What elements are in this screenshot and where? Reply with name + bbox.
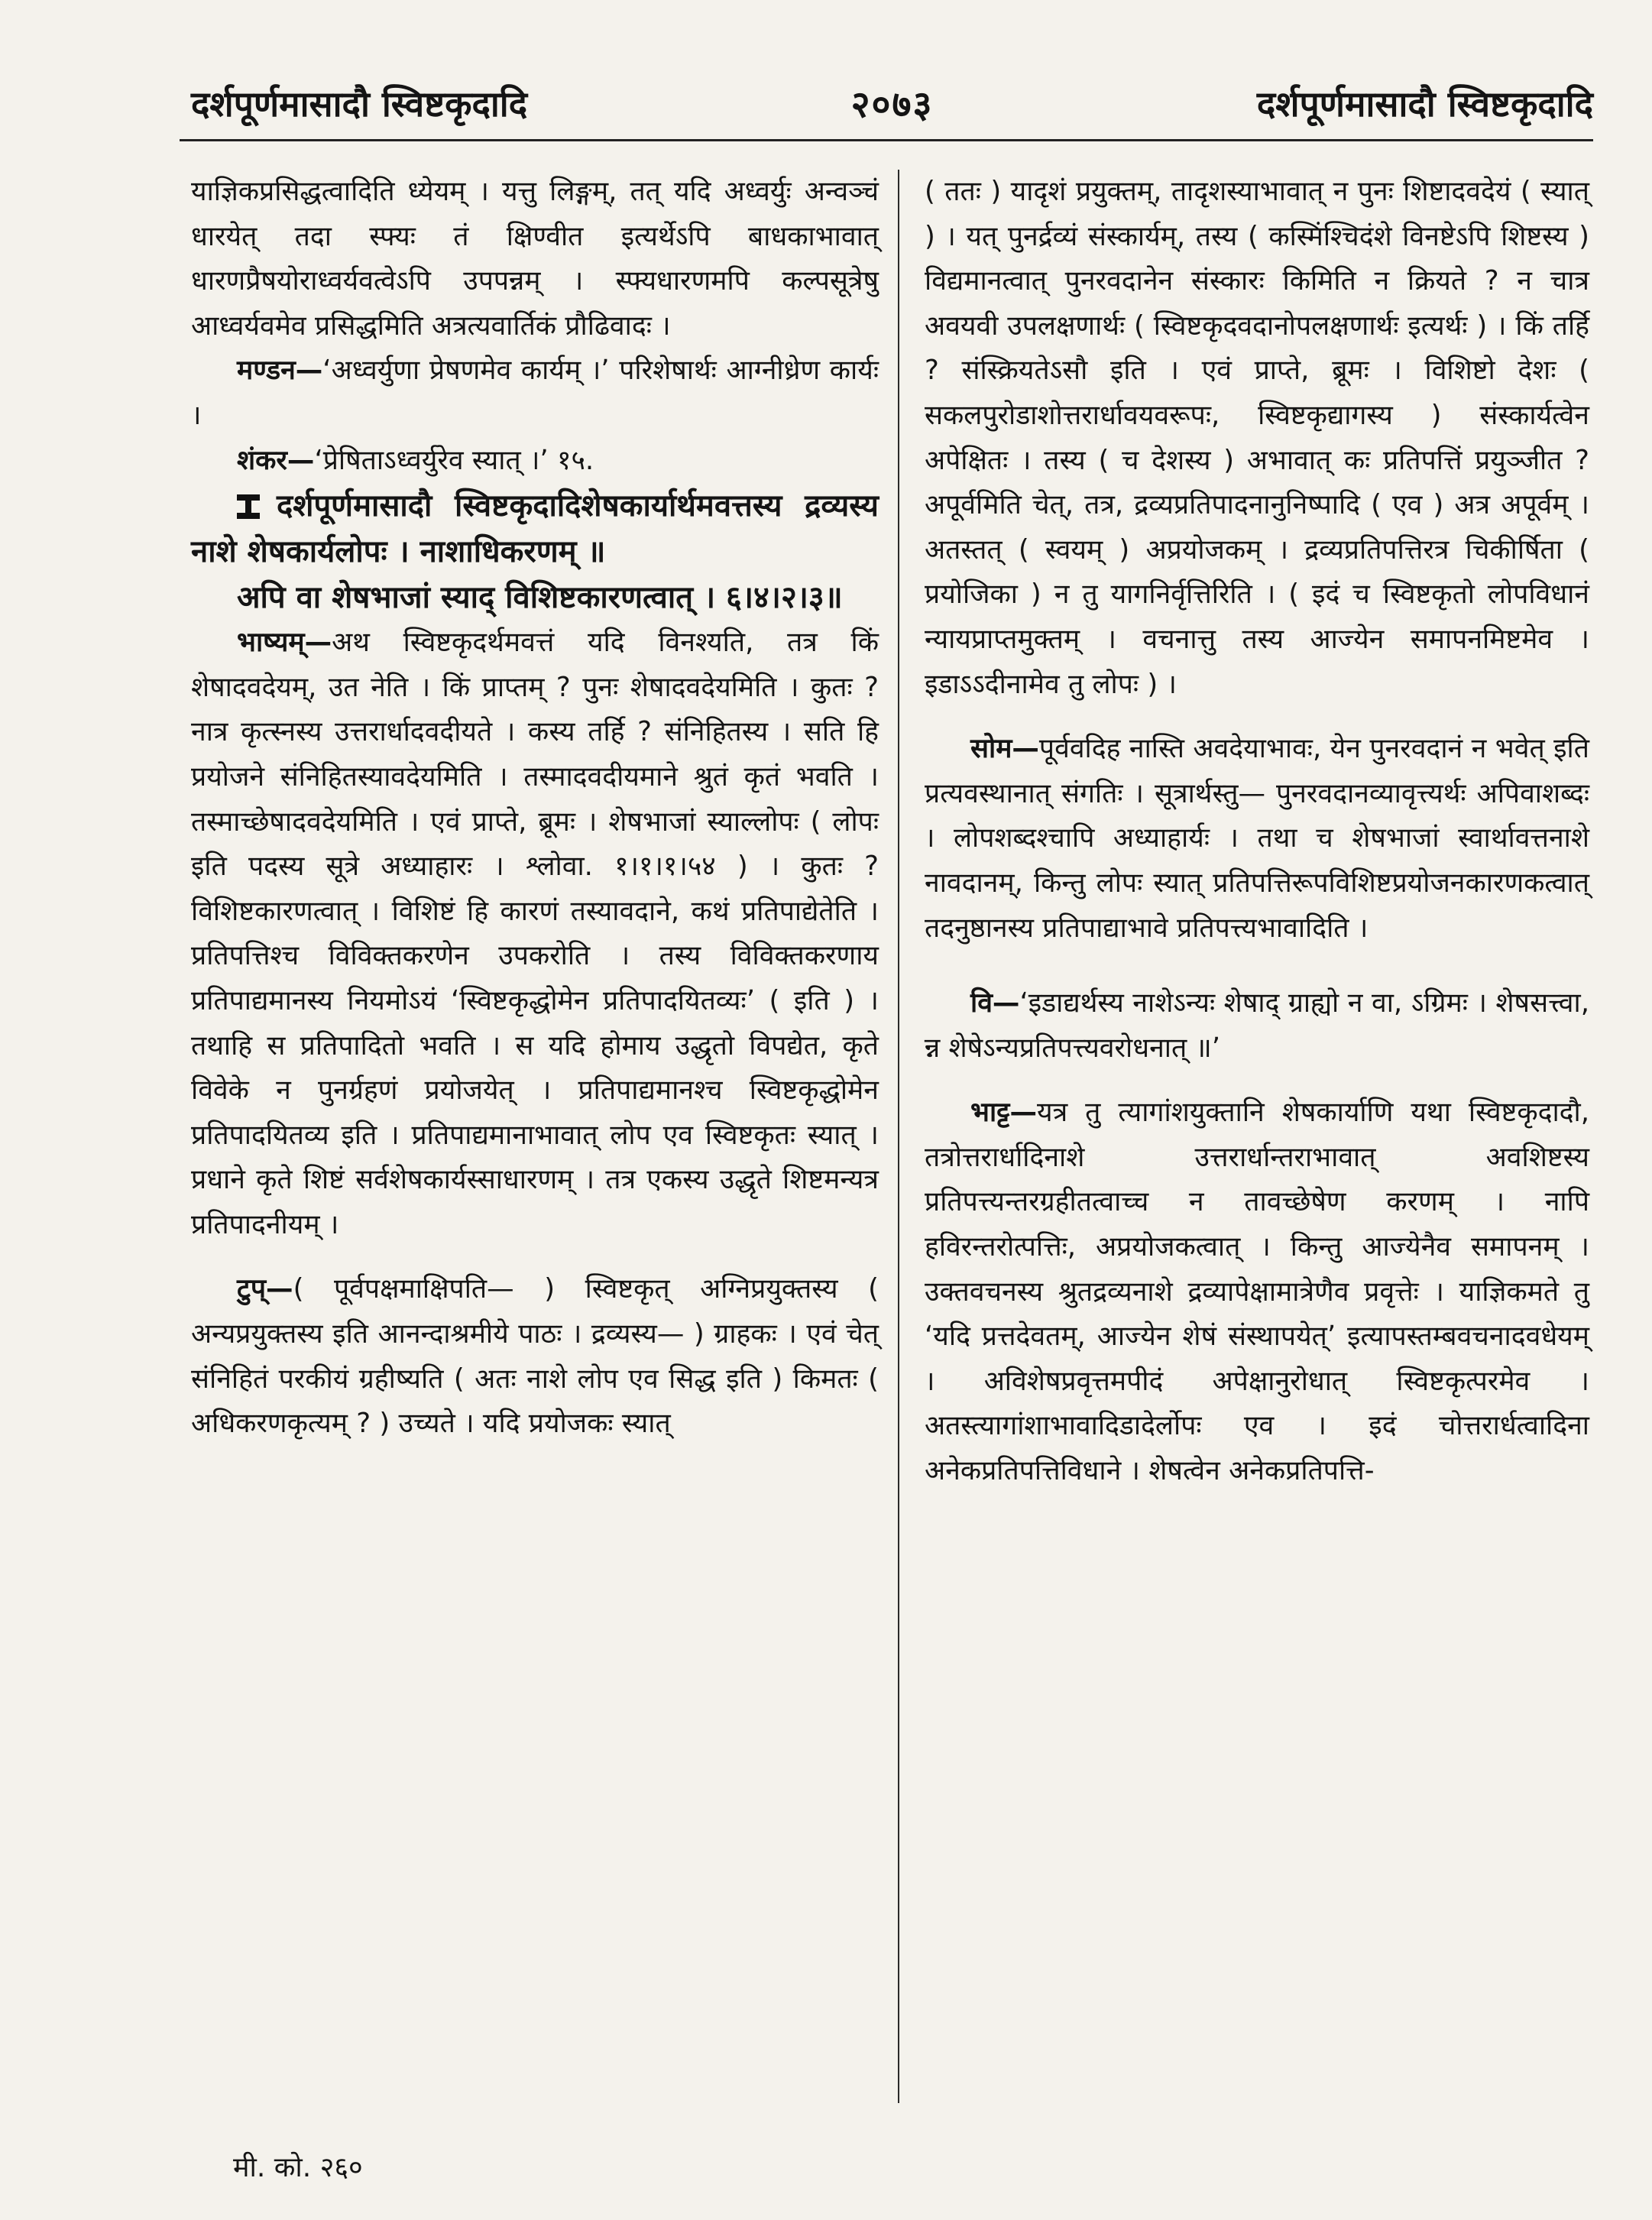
adhikarana-heading [191, 483, 879, 575]
page-number: २०७३ [850, 83, 934, 126]
header-left-title: दर्शपूर्णमासादौ स्विष्टकृदादि [191, 83, 528, 125]
left-column [191, 170, 879, 1447]
page-header [191, 73, 1593, 134]
mandana-label: मण्डन— [237, 355, 323, 387]
commentary-bhatta [925, 1091, 1589, 1493]
bhatta-text: यत्र तु त्यागांशयुक्तानि शेषकार्याणि यथा स्विष्टकृदादौ, तत्रोत्तरार्धादिनाशे उत्तरार्धान्तराभावात् अवशिष्टस्य प्रतिपत्त्यन्तरग्रहीतत्वाच्च न तावच्छेषेण करणम् । नापि हविरन्तरोत्पत्तिः, अप्रयोजकत्वात् । किन्तु आज्येनैव समापनम् । उक्तवचनस्य श्रुतद्रव्यनाशे द्रव्यापेक्षामात्रेणैव प्रवृत्तेः । याज्ञिकमते तु ‘यदि प्रत्तदेवतम्, आज्येन शेषं संस्थापयेत्’ इत्यापस्तम्बवचनादवधेयम् । अविशेषप्रवृत्तमपीदं अपेक्षानुरोधात् स्विष्टकृत्परमेव । अतस्त्यागांशाभावादिडादेर्लोपः एव । इदं चोत्तरार्धत्वादिना अनेकप्रतिपत्तिविधाने । शेषत्वेन अनेकप्रतिपत्ति- [925, 1097, 1589, 1487]
adhikarana-text: दर्शपूर्णमासादौ स्विष्टकृदादिशेषकार्यार्थमवत्तस्य द्रव्यस्य नाशे शेषकार्यलोपः । नाशाधिकरणम् ॥ [191, 488, 879, 570]
commentary-tup [191, 1267, 879, 1446]
section-marker-icon [237, 494, 260, 519]
vi-text: ‘इडाद्यर्थस्य नाशेऽन्यः शेषाद् ग्राह्यो न वा, ऽग्रिमः । शेषसत्त्वा, न्न शेषेऽन्यप्रतिपत्त्यवरोधनात् ॥’ [925, 987, 1589, 1064]
paragraph-intro: याज्ञिकप्रसिद्धत्वादिति ध्येयम् । यत्तु लिङ्गम्, तत् यदि अध्वर्युः अन्वञ्चं धारयेत् तदा स्फ्यः तं क्षिण्वीत इत्यर्थेऽपि बाधकाभावात् धारणप्रैषयोराध्वर्यवत्वेऽपि उपपन्नम् । स्फ्यधारणमपि कल्पसूत्रेषु आध्वर्यवमेव प्रसिद्धमिति अत्रत्यवार्तिकं प्रौढिवादः । [191, 176, 879, 342]
paragraph-continuation: ( ततः ) यादृशं प्रयुक्तम्, तादृशस्याभावात् न पुनः शिष्टादवदेयं ( स्यात् ) । यत् पुनर्द्रव्यं संस्कार्यम्, तस्य ( कस्मिंश्चिदंशे विनष्टेऽपि शिष्टस्य ) विद्यमानत्वात् पुनरवदानेन संस्कारः किमिति न क्रियते ? न चात्र अवयवी उपलक्षणार्थः ( स्विष्टकृदवदानोपलक्षणार्थः इत्यर्थः ) । किं तर्हि ? संस्क्रियतेऽसौ इति । एवं प्राप्ते, ब्रूमः । विशिष्टो देशः ( सकलपुरोडाशोत्तरार्धावयवरूपः, स्विष्टकृद्यागस्य ) संस्कार्यत्वेन अपेक्षितः । तस्य ( च देशस्य ) अभावात् कः प्रतिपत्तिं प्रयुञ्जीत ? अपूर्वमिति चेत्, तत्र, द्रव्यप्रतिपादनानुनिष्पादि ( एव ) अत्र अपूर्वम् । अतस्तत् ( स्वयम् ) अप्रयोजकम् । द्रव्यप्रतिपत्तिरत्र चिकीर्षिता ( प्रयोजिका ) न तु यागनिर्वृत्तिरिति । ( इदं च स्विष्टकृतो लोपविधानं न्यायप्राप्तमुक्तम् । वचनात्तु तस्य आज्येन समापनमिष्टमेव । इडाऽऽदीनामेव तु लोपः ) । [925, 176, 1589, 700]
commentary-soma [925, 727, 1589, 951]
tup-text: ( पूर्वपक्षमाक्षिपति— ) स्विष्टकृत् अग्निप्रयुक्तस्य ( अन्यप्रयुक्तस्य इति आनन्दाश्रमीये पाठः । द्रव्यस्य— ) ग्राहकः । एवं चेत् संनिहितं परकीयं ग्रहीष्यति ( अतः नाशे लोप एव सिद्ध इति ) किमतः ( अधिकरणकृत्यम् ? ) उच्यते । यदि प्रयोजकः स्यात् [191, 1273, 879, 1440]
shankara-text: ‘प्रेषिताऽध्वर्युरेव स्यात् ।’ १५. [314, 444, 594, 476]
commentary-mandana [191, 348, 879, 438]
footer-signature: मी. को. २६० [233, 2152, 363, 2183]
bhatta-label: भाट्ट— [970, 1097, 1038, 1129]
commentary-shankara [191, 439, 879, 484]
shankara-label: शंकर— [237, 444, 315, 476]
soma-label: सोम— [970, 733, 1039, 765]
commentary-vi [925, 981, 1589, 1071]
vi-label: वि— [970, 987, 1020, 1019]
bhashya [191, 621, 879, 1247]
column-divider [898, 170, 899, 2103]
header-right-title: दर्शपूर्णमासादौ स्विष्टकृदादि [1256, 83, 1593, 125]
bhashya-text: अथ स्विष्टकृदर्थमवत्तं यदि विनश्यति, तत्र किं शेषादवदेयम्, उत नेति । किं प्राप्तम् ? पुनः शेषादवदेयमिति । कुतः ? नात्र कृत्स्नस्य उत्तरार्धादवदीयते । कस्य तर्हि ? संनिहितस्य । सति हि प्रयोजने संनिहितस्यावदेयमिति । तस्मादवदीयमाने श्रुतं कृतं भवति । तस्माच्छेषादवदेयमिति । एवं प्राप्ते, ब्रूमः । शेषभाजां स्याल्लोपः ( लोपः इति पदस्य सूत्रे अध्याहारः । श्लोवा. १।१।१।५४ ) । कुतः ? विशिष्टकारणत्वात् । विशिष्टं हि कारणं तस्यावदाने, कथं प्रतिपाद्येतेति । प्रतिपत्तिश्च विविक्तकरणेन उपकरोति । तस्य विविक्तकरणाय प्रतिपाद्यमानस्य नियमोऽयं ‘स्विष्टकृद्धोमेन प्रतिपादयितव्यः’ ( इति ) । तथाहि स प्रतिपादितो भवति । स यदि होमाय उद्धृतो विपद्येत, कृते विवेके न पुनर्ग्रहणं प्रयोजयेत् । प्रतिपाद्यमानश्च स्विष्टकृद्धोमेन प्रतिपादयितव्य इति । प्रतिपाद्यमानाभावात् लोप एव स्विष्टकृतः स्यात् । प्रधाने कृते शिष्टं सर्वशेषकार्यस्साधारणम् । तत्र एकस्य उद्धृते शिष्टमन्यत्र प्रतिपादनीयम् । [191, 627, 879, 1240]
mandana-text: ‘अध्वर्युणा प्रेषणमेव कार्यम् ।’ परिशेषार्थः आग्नीध्रेण कार्यः । [191, 355, 879, 431]
bhashya-label: भाष्यम्— [237, 627, 332, 659]
right-column [925, 170, 1589, 1494]
soma-text: पूर्ववदिह नास्ति अवदेयाभावः, येन पुनरवदानं न भवेत् इति प्रत्यवस्थानात् संगतिः । सूत्रार्थस्तु— पुनरवदानव्यावृत्त्यर्थः अपिवाशब्दः । लोपशब्दश्चापि अध्याहार्यः । तथा च शेषभाजां स्वार्थावत्तनाशे नावदानम्, किन्तु लोपः स्यात् प्रतिपत्तिरूपविशिष्टप्रयोजनकारणकत्वात् तदनुष्ठानस्य प्रतिपाद्याभावे प्रतिपत्त्यभावादिति । [925, 733, 1589, 944]
header-rule [180, 139, 1593, 141]
sutra: अपि वा शेषभाजां स्याद् विशिष्टकारणत्वात् । ६।४।२।३॥ [237, 580, 843, 616]
tup-label: टुप्— [237, 1273, 293, 1305]
